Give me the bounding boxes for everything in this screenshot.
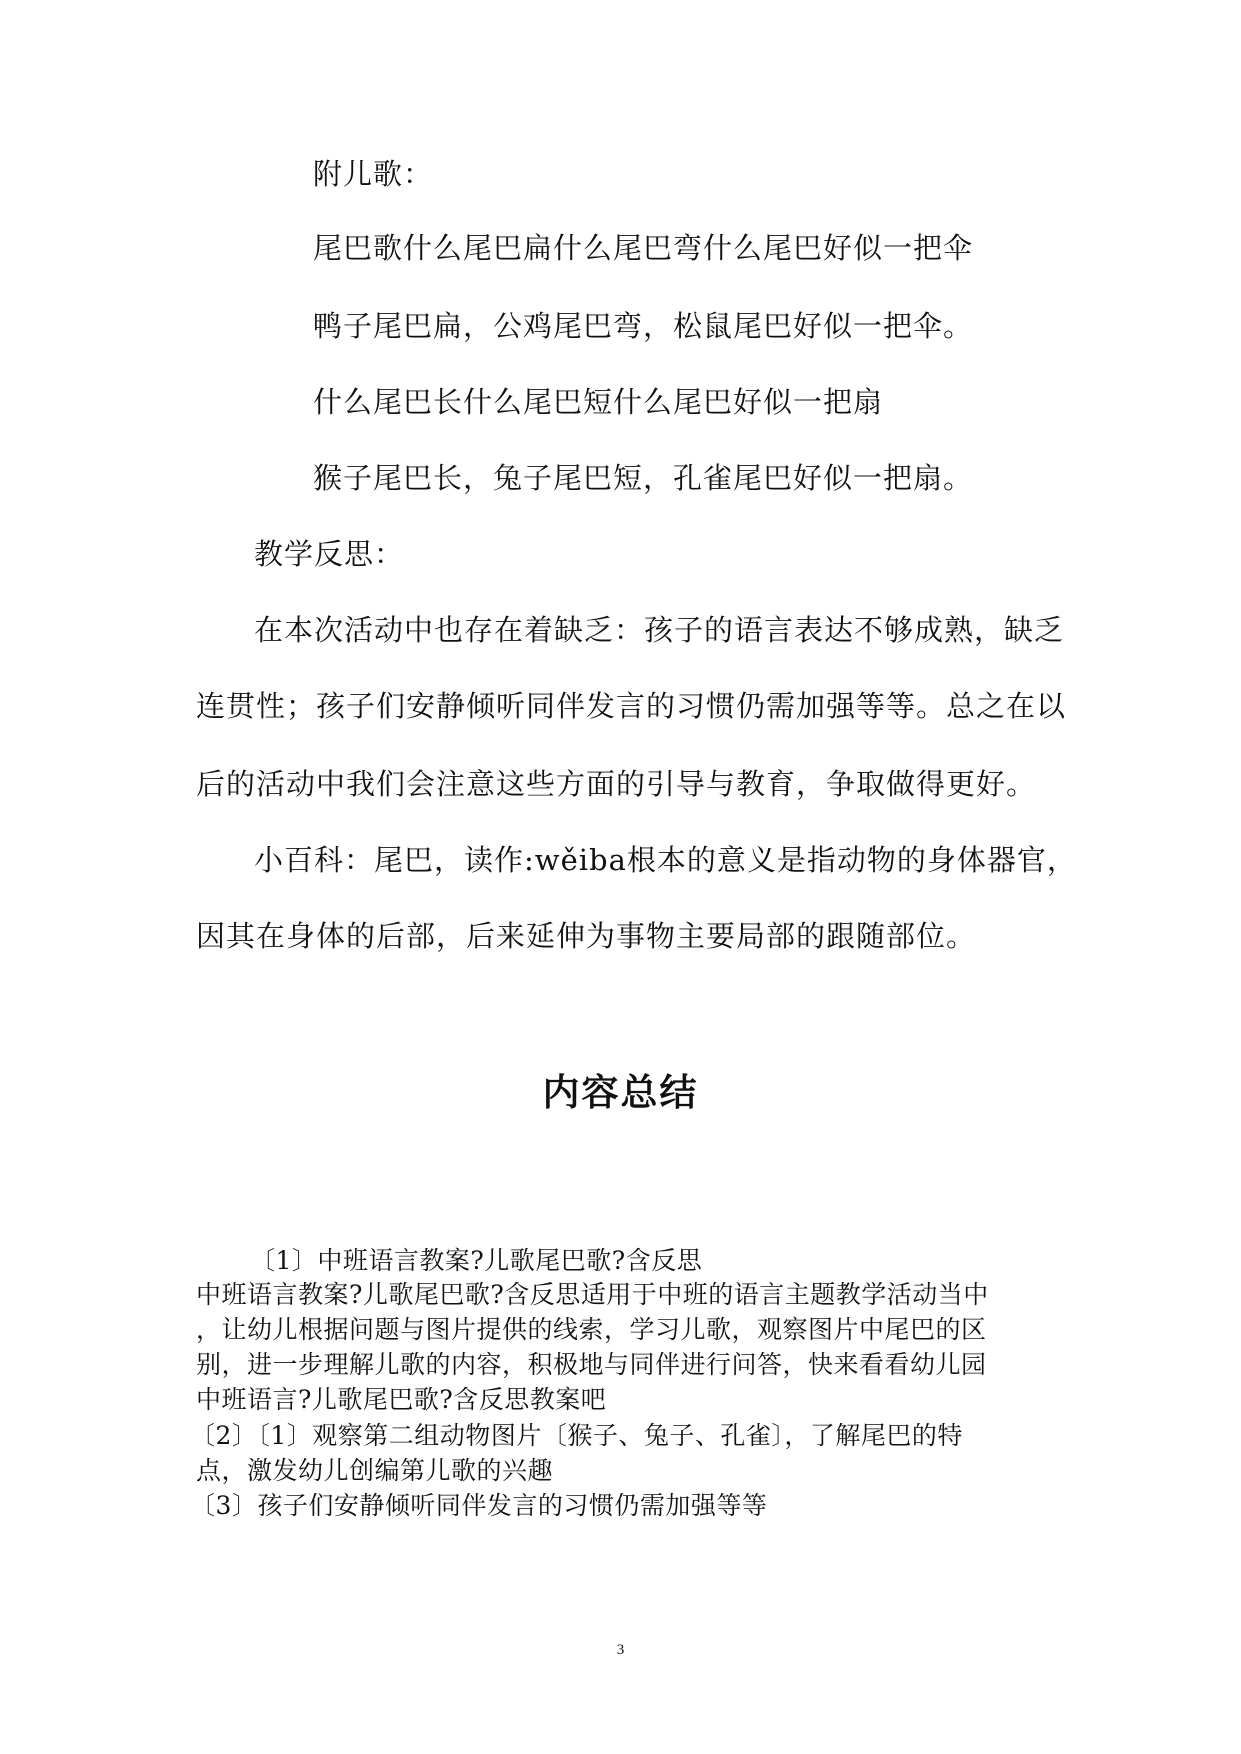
summary-line: 〔1〕中班语言教案?儿歌尾巴歌?含反思	[250, 1246, 703, 1275]
summary-line: ，让幼儿根据问题与图片提供的线索，学习儿歌，观察图片中尾巴的区	[196, 1315, 987, 1344]
page-number: 3	[616, 1642, 625, 1658]
summary-line: 〔2〕〔1〕观察第二组动物图片〔猴子、兔子、孔雀〕，了解尾巴的特	[190, 1421, 963, 1450]
song-line: 什么尾巴长什么尾巴短什么尾巴好似一把扇	[313, 385, 884, 419]
song-line: 尾巴歌什么尾巴扁什么尾巴弯什么尾巴好似一把伞	[313, 231, 974, 265]
summary-title: 内容总结	[542, 1071, 699, 1114]
summary-line: 点，激发幼儿创编第儿歌的兴趣	[196, 1456, 554, 1485]
summary-line: 中班语言?儿歌尾巴歌?含反思教案吧	[196, 1385, 607, 1414]
song-line: 鸭子尾巴扁，公鸡尾巴弯，松鼠尾巴好似一把伞。	[313, 309, 974, 343]
reflection-line: 后的活动中我们会注意这些方面的引导与教育，争取做得更好。	[196, 767, 1037, 801]
encyclopedia-line: 因其在身体的后部，后来延伸为事物主要局部的跟随部位。	[196, 919, 977, 953]
song-line: 猴子尾巴长，兔子尾巴短，孔雀尾巴好似一把扇。	[313, 461, 974, 495]
reflection-line: 连贯性；孩子们安静倾听同伴发言的习惯仍需加强等等。总之在以	[196, 689, 1067, 723]
summary-line: 别，进一步理解儿歌的内容，积极地与同伴进行问答，快来看看幼儿园	[196, 1350, 987, 1379]
encyclopedia-line: 小百科：尾巴，读作:wěiba根本的意义是指动物的身体器官，	[254, 843, 1077, 877]
reflection-heading: 教学反思：	[254, 537, 405, 571]
reflection-line: 在本次活动中也存在着缺乏：孩子的语言表达不够成熟，缺乏	[254, 613, 1065, 647]
song-heading: 附儿歌：	[313, 157, 434, 191]
summary-line: 中班语言教案?儿歌尾巴歌?含反思适用于中班的语言主题教学活动当中	[196, 1280, 989, 1309]
summary-line: 〔3〕孩子们安静倾听同伴发言的习惯仍需加强等等	[190, 1491, 768, 1520]
